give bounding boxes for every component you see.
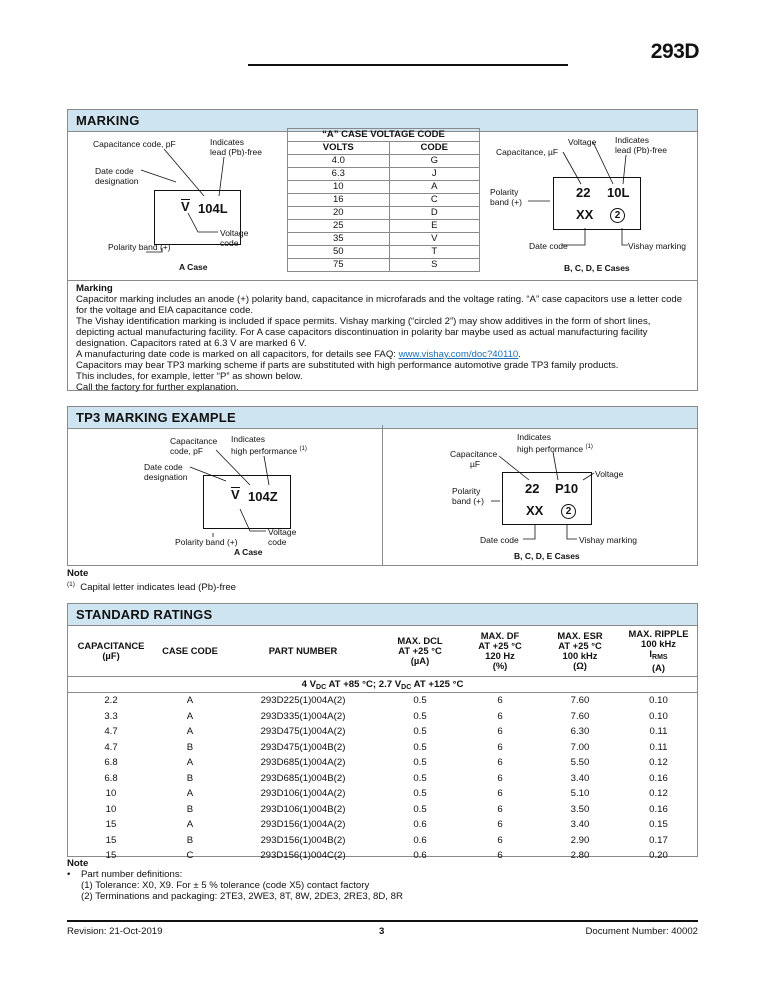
label-date-code: Date code [529, 241, 568, 251]
capacitance-cell: 2.2 [104, 695, 118, 707]
voltage-code-row [288, 207, 480, 220]
marking-a-case-figure [68, 128, 286, 279]
max-dcl-cell: 0.6 [413, 834, 427, 846]
max-esr-cell: 7.00 [570, 741, 590, 753]
part-number-cell: 293D225(1)004A(2) [260, 695, 346, 707]
notes-paragraph: Capacitors may bear TP3 marking scheme if parts are substituted with high performance automotive grade TP3 family products. [76, 360, 619, 371]
voltage-code-row [288, 155, 480, 168]
label-voltage: Voltage [595, 469, 624, 479]
label-high-perf-2: high performance [517, 443, 584, 454]
label-lead-free-2: lead (Pb)-free [210, 147, 262, 157]
case-code-cell: B [186, 741, 194, 753]
max-esr-cell: 2.80 [570, 850, 590, 862]
voltage-code-row [288, 246, 480, 259]
max-ripple-cell: 0.11 [649, 726, 668, 738]
tp3-note [67, 568, 236, 593]
capacitance-cell: 4.7 [104, 726, 118, 738]
col-max-ripple: MAX. RIPPLE 100 kHz $I_{RMS}$ (A) [628, 628, 689, 673]
volts-cell: 50 [288, 246, 390, 259]
max-esr-cell: 5.50 [570, 757, 590, 769]
max-ripple-cell: 0.15 [649, 819, 668, 831]
table-row [68, 786, 697, 802]
case-code-cell: A [186, 726, 194, 738]
col-case-code: CASE CODE [162, 645, 218, 656]
label-high-perf-1: Indicates [231, 434, 266, 444]
case-code-cell: A [186, 788, 194, 800]
notes-paragraph: This includes, for example, letter “P” as shown below. [76, 371, 303, 382]
volts-cell: 6.3 [288, 168, 390, 181]
volts-cell: 75 [288, 259, 390, 272]
label-vishay-marking: Vishay marking [628, 241, 686, 251]
chip-code: 104Z [248, 489, 278, 504]
label-capacitance-1: Capacitance [450, 449, 498, 459]
document-number: Document Number: 40002 [585, 926, 698, 937]
chip-voltage: 10L [607, 185, 630, 200]
part-number-cell: 293D475(1)004B(2) [260, 741, 346, 753]
max-esr-cell: 3.40 [570, 819, 590, 831]
capacitance-cell: 10 [105, 803, 117, 815]
max-ripple-cell: 0.12 [649, 788, 668, 800]
volts-cell: 20 [288, 207, 390, 220]
label-voltage-1: Voltage [220, 228, 249, 238]
max-esr-cell: 7.60 [570, 710, 590, 722]
code-cell: V [389, 233, 479, 246]
footnote-ref: (1) [67, 581, 75, 588]
label-date-code: Date code [480, 535, 519, 545]
col-capacitance: CAPACITANCE (µF) [77, 640, 145, 661]
max-esr-cell: 2.90 [570, 834, 590, 846]
max-dcl-cell: 0.6 [413, 850, 427, 862]
voltage-code-row [288, 259, 480, 272]
label-voltage-1: Voltage [268, 527, 297, 537]
max-esr-cell: 6.30 [570, 726, 590, 738]
notes-paragraph: Capacitor marking includes an anode (+) polarity band, capacitance in microfarads and the voltage rating. “A” case capacitors use a letter code for the voltage and EIA capacitance code. [76, 294, 683, 316]
note-bullet: Part number definitions: [81, 869, 183, 880]
max-dcl-cell: 0.6 [413, 819, 427, 831]
volts-cell: 16 [288, 194, 390, 207]
max-df-cell: 6 [497, 803, 503, 815]
label-capacitance-1: Capacitance [170, 436, 218, 446]
label-polarity-2: band (+) [490, 197, 522, 207]
notes-paragraph: The Vishay identification marking is included if space permits. Vishay marking (“circled 2”) may show additives in the form of short lines, depicting actual manufacturing facility. For A case capacitors discontinuation in polarity bar maybe used as actual manufacturing facility designation. Capacitors rated at 6.3 V are marked 6 V. [76, 316, 651, 349]
table-row [68, 802, 697, 818]
col-max-dcl: MAX. DCL AT +25 °C (µA) [397, 635, 443, 666]
table-row [68, 817, 697, 833]
table-row [68, 709, 697, 725]
label-date-code-2: designation [95, 176, 139, 186]
label-date-code-1: Date code [144, 462, 183, 472]
case-code-cell: B [186, 772, 194, 784]
capacitance-cell: 3.3 [104, 710, 118, 722]
label-date-code-1: Date code [95, 166, 134, 176]
table-row [68, 740, 697, 756]
revision-date: Revision: 21-Oct-2019 [67, 926, 163, 937]
tp3-section [67, 406, 698, 566]
case-code-cell: A [186, 819, 194, 831]
label-capacitance-2: µF [470, 459, 481, 469]
max-df-cell: 6 [497, 726, 503, 738]
figure-caption: B, C, D, E Cases [564, 263, 630, 273]
code-cell: A [389, 181, 479, 194]
voltage-code-row [288, 181, 480, 194]
part-number-cell: 293D156(1)004A(2) [260, 819, 346, 831]
label-lead-free-2: lead (Pb)-free [615, 145, 667, 155]
col-volts: VOLTS [288, 142, 390, 155]
case-code-cell: B [186, 803, 194, 815]
label-polarity-1: Polarity [490, 187, 519, 197]
max-ripple-cell: 0.20 [649, 850, 668, 862]
page-number: 3 [379, 926, 385, 937]
max-ripple-cell: 0.16 [649, 772, 668, 784]
max-esr-cell: 3.40 [570, 772, 590, 784]
chip-date-code: XX [526, 503, 544, 518]
label-high-perf-2: high performance [231, 445, 298, 456]
table-row [68, 771, 697, 787]
condition-row: 4 $V_{DC}$ AT +85 °C; 2.7 $V_{DC}$ AT +125 °C [68, 677, 697, 693]
max-esr-cell: 7.60 [570, 695, 590, 707]
code-cell: J [389, 168, 479, 181]
chip-voltage: P10 [555, 481, 579, 496]
capacitance-cell: 15 [105, 850, 117, 862]
volts-cell: 4.0 [288, 155, 390, 168]
col-part-number: PART NUMBER [268, 645, 338, 656]
section-title: MARKING [68, 110, 697, 132]
label-capacitance: Capacitance, µF [496, 147, 559, 157]
col-max-df: MAX. DF AT +25 °C 120 Hz (%) [478, 630, 522, 671]
figure-caption: A Case [179, 262, 208, 272]
figure-caption: B, C, D, E Cases [514, 551, 580, 561]
max-esr-cell: 5.10 [570, 788, 590, 800]
footnote-ref: (1) [299, 446, 307, 452]
table-row [68, 833, 697, 849]
max-ripple-cell: 0.17 [649, 834, 668, 846]
tp3-a-case-figure [68, 425, 382, 566]
case-code-cell: A [186, 710, 194, 722]
footnote-ref: (1) [585, 444, 593, 450]
notes-heading: Marking [76, 283, 113, 294]
ratings-section [67, 603, 698, 862]
max-df-cell: 6 [497, 757, 503, 769]
part-number-cell: 293D685(1)004A(2) [260, 757, 346, 769]
max-ripple-cell: 0.16 [649, 803, 668, 815]
code-cell: C [389, 194, 479, 207]
marking-notes [68, 280, 697, 393]
note-text: Capital letter indicates lead (Pb)-free [80, 582, 237, 594]
col-max-esr: MAX. ESR AT +25 °C 100 kHz (Ω) [557, 630, 603, 671]
code-cell: E [389, 220, 479, 233]
voltage-code-table [287, 128, 480, 272]
faq-link[interactable]: www.vishay.com/doc?40110 [398, 349, 519, 360]
voltage-code-row [288, 194, 480, 207]
max-df-cell: 6 [497, 710, 503, 722]
part-number-cell: 293D685(1)004B(2) [260, 772, 346, 784]
max-dcl-cell: 0.5 [413, 803, 427, 815]
capacitor-chip [502, 472, 592, 525]
voltage-code-table-title: “A” CASE VOLTAGE CODE [288, 129, 480, 142]
capacitance-cell: 10 [105, 788, 117, 800]
code-cell: T [389, 246, 479, 259]
capacitance-cell: 6.8 [104, 772, 118, 784]
section-title: STANDARD RATINGS [68, 604, 697, 626]
label-voltage: Voltage [568, 137, 597, 147]
max-df-cell: 6 [497, 850, 503, 862]
max-dcl-cell: 0.5 [413, 695, 427, 707]
volts-cell: 10 [288, 181, 390, 194]
max-dcl-cell: 0.5 [413, 788, 427, 800]
label-voltage-2: code [220, 238, 239, 248]
label-vishay-marking: Vishay marking [579, 535, 637, 545]
label-polarity-1: Polarity [452, 486, 481, 496]
label-high-perf-1: Indicates [517, 432, 552, 442]
part-number-cell: 293D156(1)004B(2) [260, 834, 346, 846]
voltage-code-row [288, 233, 480, 246]
max-df-cell: 6 [497, 819, 503, 831]
ratings-note: Note • Part number definitions: (1) Tolerance: X0, X9. For ± 5 % tolerance (code X5) contact factory (2) Terminations and packaging: 2TE3, 2WE3, 8T, 8W, 2DE3, 2RE3, 8D, 8R [67, 858, 403, 902]
max-df-cell: 6 [497, 772, 503, 784]
label-date-code-2: designation [144, 472, 188, 482]
chip-voltage-letter: V [181, 199, 190, 214]
max-ripple-cell: 0.10 [649, 710, 668, 722]
max-ripple-cell: 0.11 [649, 741, 668, 753]
col-code: CODE [389, 142, 479, 155]
note-line: (1) Tolerance: X0, X9. For ± 5 % tolerance (code X5) contact factory [81, 880, 370, 891]
notes-paragraph: Call the factory for further explanation. [76, 382, 239, 393]
part-number-cell: 293D106(1)004B(2) [260, 803, 346, 815]
voltage-code-row [288, 168, 480, 181]
chip-capacitance: 22 [525, 481, 540, 496]
max-df-cell: 6 [497, 834, 503, 846]
label-polarity-2: band (+) [452, 496, 484, 506]
part-number-cell: 293D475(1)004A(2) [260, 726, 346, 738]
marking-section [67, 109, 698, 391]
case-code-cell: A [186, 757, 194, 769]
table-row [68, 755, 697, 771]
label-capacitance-code: Capacitance code, pF [93, 139, 176, 149]
footer-rule [67, 920, 698, 922]
table-row [68, 693, 697, 709]
notes-punct: . [518, 349, 521, 360]
capacitance-cell: 6.8 [104, 757, 118, 769]
notes-paragraph: A manufacturing date code is marked on all capacitors, for details see FAQ: [76, 349, 399, 360]
product-title: 293D [650, 40, 699, 63]
part-number-cell: 293D335(1)004A(2) [260, 710, 346, 722]
code-cell: G [389, 155, 479, 168]
label-polarity: Polarity band (+) [108, 242, 171, 252]
max-ripple-cell: 0.12 [649, 757, 668, 769]
figure-caption: A Case [234, 547, 263, 557]
part-number-cell: 293D156(1)004C(2) [260, 850, 346, 862]
label-lead-free-1: Indicates [615, 135, 650, 145]
label-capacitance-2: code, pF [170, 446, 204, 456]
label-polarity: Polarity band (+) [175, 537, 238, 547]
max-dcl-cell: 0.5 [413, 757, 427, 769]
capacitance-cell: 15 [105, 819, 117, 831]
capacitance-cell: 4.7 [104, 741, 118, 753]
label-lead-free-1: Indicates [210, 137, 245, 147]
max-dcl-cell: 0.5 [413, 726, 427, 738]
max-dcl-cell: 0.5 [413, 741, 427, 753]
label-voltage-2: code [268, 537, 287, 547]
max-df-cell: 6 [497, 741, 503, 753]
max-df-cell: 6 [497, 695, 503, 707]
chip-date-code: XX [576, 207, 594, 222]
note-heading: Note [67, 568, 89, 579]
tp3-bcde-figure [383, 425, 697, 566]
max-dcl-cell: 0.5 [413, 710, 427, 722]
case-code-cell: C [186, 850, 194, 862]
capacitance-cell: 15 [105, 834, 117, 846]
chip-capacitance: 22 [576, 185, 591, 200]
table-row [68, 724, 697, 740]
max-esr-cell: 3.50 [570, 803, 590, 815]
part-number-cell: 293D106(1)004A(2) [260, 788, 346, 800]
chip-voltage-letter: V [231, 487, 240, 502]
case-code-cell: A [186, 695, 194, 707]
max-dcl-cell: 0.5 [413, 772, 427, 784]
code-cell: S [389, 259, 479, 272]
header-rule [248, 64, 568, 66]
code-cell: D [389, 207, 479, 220]
max-ripple-cell: 0.10 [649, 695, 668, 707]
vishay-circled-2-icon: 2 [610, 208, 625, 223]
marking-bcde-figure [480, 128, 698, 279]
note-heading: Note [67, 858, 89, 869]
standard-ratings-table [68, 626, 697, 864]
chip-code: 104L [198, 201, 228, 216]
vishay-circled-2-icon: 2 [561, 504, 576, 519]
voltage-code-row [288, 220, 480, 233]
volts-cell: 25 [288, 220, 390, 233]
volts-cell: 35 [288, 233, 390, 246]
note-line: (2) Terminations and packaging: 2TE3, 2WE3, 8T, 8W, 2DE3, 2RE3, 8D, 8R [81, 891, 403, 902]
case-code-cell: B [186, 834, 194, 846]
max-df-cell: 6 [497, 788, 503, 800]
section-title: TP3 MARKING EXAMPLE [68, 407, 697, 429]
